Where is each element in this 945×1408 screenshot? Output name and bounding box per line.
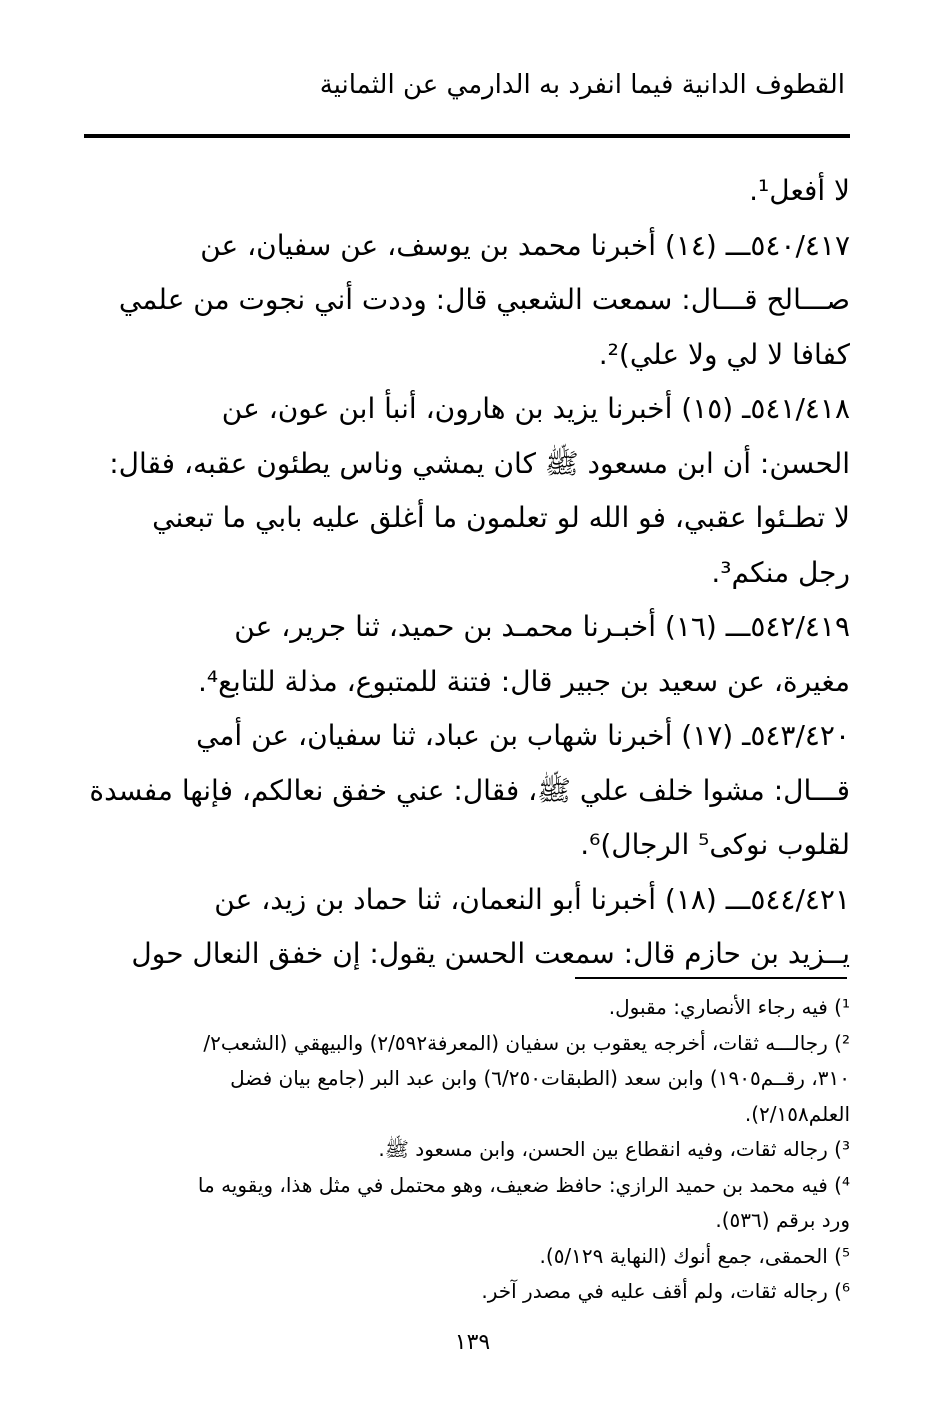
header-rule — [84, 134, 850, 138]
text-line: لا تطـئوا عقبي، فو الله لو تعلمون ما أغلق عليه بابي ما تبعني — [152, 501, 850, 534]
text-line: كفافا لا لي ولا علي)². — [598, 337, 850, 371]
page-number: ١٣٩ — [454, 1330, 491, 1355]
running-header: القطوف الدانية فيما انفرد به الدارمي عن الثمانية — [319, 70, 845, 100]
text-line: ٥٤٣/٤٢٠ـ (١٧) أخبرنا شهاب بن عباد، ثنا سفيان، عن أمي — [196, 719, 850, 752]
footnote-line: العلم٢/١٥٨). — [744, 1101, 850, 1126]
footnote-line: ¹) فيه رجاء الأنصاري: مقبول. — [608, 995, 850, 1019]
text-line: الحسن: أن ابن مسعود ﷺ كان يمشي وناس يطئون عقبه، فقال: — [109, 446, 850, 480]
footnote-line: ⁵) الحمقى، جمع أنوك (النهاية ٥/١٢٩). — [539, 1243, 850, 1268]
text-line: لقلوب نوكى⁵ الرجال)⁶. — [580, 828, 850, 861]
main-text — [84, 164, 850, 982]
footnotes — [84, 990, 850, 1310]
text-line: صـــالح قـــال: سمعت الشعبي قال: وددت أني نجوت من علمي — [118, 283, 850, 316]
text-line: رجل منكم³. — [711, 555, 850, 589]
text-line: ٥٤٤/٤٢١ـــ (١٨) أخبرنا أبو النعمان، ثنا حماد بن زيد، عن — [214, 882, 850, 916]
footnote-line: ورد برقم (٥٣٦). — [715, 1208, 850, 1232]
footnote-rule — [575, 977, 847, 979]
text-line: ٥٤٠/٤١٧ـــ (١٤) أخبرنا محمد بن يوسف، عن سفيان، عن — [200, 228, 850, 262]
footnote-line: ⁶) رجاله ثقات، ولم أقف عليه في مصدر آخر. — [481, 1279, 850, 1303]
text-line: قـــال: مشوا خلف علي ﷺ، فقال: عني خفق نعالكم، فإنها مفسدة — [89, 773, 850, 807]
text-line: ٥٤٢/٤١٩ـــ (١٦) أخبـرنا محمـد بن حميد، ثنا جرير، عن — [234, 610, 850, 643]
footnote-line: ³) رجاله ثقات، وفيه انقطاع بين الحسن، وابن مسعود ﷺ. — [378, 1137, 850, 1161]
footnote-line: ²) رجالـــه ثقات، أخرجه يعقوب بن سفيان (المعرفة٢/٥٩٢) والبيهقي (الشعب٢/ — [203, 1030, 850, 1055]
footnote-line: ⁴) فيه محمد بن حميد الرازي: حافظ ضعيف، وهو محتمل في مثل هذا، ويقويه ما — [197, 1172, 850, 1197]
footnote-line: ٣١٠، رقــم١٩٠٥) وابن سعد (الطبقات٦/٢٥٠) وابن عبد البر (جامع بيان فضل — [230, 1066, 850, 1090]
text-line: ٥٤١/٤١٨ـ (١٥) أخبرنا يزيد بن هارون، أنبأ ابن عون، عن — [221, 392, 850, 425]
text-line: لا أفعل¹. — [749, 174, 850, 207]
text-line: مغيرة، عن سعيد بن جبير قال: فتنة للمتبوع، مذلة للتابع⁴. — [197, 664, 850, 698]
text-line: يــزيد بن حازم قال: سمعت الحسن يقول: إن خفق النعال حول — [131, 937, 850, 970]
